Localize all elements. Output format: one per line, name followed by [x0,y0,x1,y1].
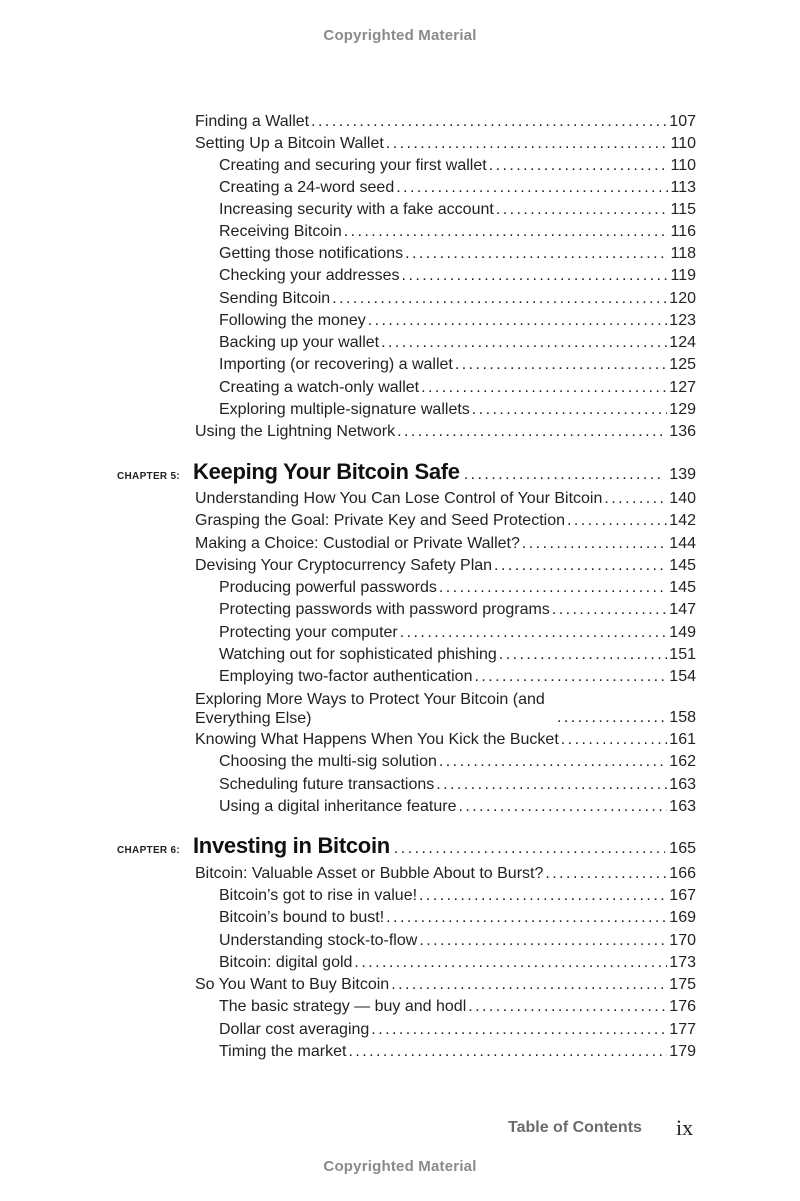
toc-entry-title: So You Want to Buy Bitcoin [195,976,390,993]
toc-entry-title: Getting those notifications [219,245,404,262]
toc-entry-page: 151 [669,646,696,663]
toc-entry-page: 154 [669,668,696,685]
toc-entry-page: 118 [670,245,696,262]
toc-subentry[interactable] [219,156,696,176]
toc-subentry[interactable] [219,289,696,309]
toc-entry-title: Backing up your wallet [219,334,380,351]
dot-leader [421,378,667,398]
dot-leader [567,511,667,531]
toc-subentry[interactable] [219,200,696,220]
toc-entry-title: Making a Choice: Custodial or Private Wallet? [195,535,520,552]
toc-subentry[interactable] [219,244,696,264]
toc-entry-title: Checking your addresses [219,267,400,284]
toc-entry-page: 116 [670,223,696,240]
toc-subentry[interactable] [219,797,696,817]
toc-entry-page: 123 [669,312,696,329]
toc-entry-title: Scheduling future transactions [219,776,435,793]
dot-leader [396,178,668,198]
toc-entry-title: Creating a watch-only wallet [219,379,420,396]
toc-entry-title: Finding a Wallet [195,113,310,130]
toc-entry-page: 175 [669,976,696,993]
dot-leader [419,886,667,906]
toc-entry-title: Setting Up a Bitcoin Wallet [195,135,384,152]
toc-entry[interactable] [195,134,696,154]
toc-entry-title: Choosing the multi-sig solution [219,753,437,770]
toc-entry-page: 177 [669,1021,696,1038]
copyright-watermark-top: Copyrighted Material [323,27,477,44]
toc-entry-title: Exploring More Ways to Protect Your Bitcoin (and Everything Else) [195,691,545,727]
toc-entry-page: 127 [669,379,696,396]
toc-entry-title: Using a digital inheritance feature [219,798,457,815]
dot-leader [545,864,667,884]
dot-leader [368,311,668,331]
toc-subentry[interactable] [219,775,696,795]
toc-entry-title: Devising Your Cryptocurrency Safety Plan [195,557,493,574]
dot-leader [391,975,667,995]
toc-entry-page: 140 [669,490,696,507]
toc-entry-page: 115 [670,201,696,218]
toc-entry[interactable] [195,534,696,554]
toc-subentry[interactable] [219,997,696,1017]
toc-entry-page: 149 [669,624,696,641]
dot-leader [354,953,667,973]
toc-entry-page: 110 [670,135,696,152]
toc-entry-page: 173 [669,954,696,971]
toc-entry-page: 167 [669,887,696,904]
toc-entry-page: 176 [669,998,696,1015]
toc-entry-page: 166 [669,865,696,882]
dot-leader [458,797,667,817]
toc-entry-title: Importing (or recovering) a wallet [219,356,453,373]
dot-leader [557,708,667,728]
toc-entry-page: 163 [669,798,696,815]
page-number: ix [676,1115,694,1140]
dot-leader [394,840,665,858]
dot-leader [474,667,667,687]
toc-subentry[interactable] [219,178,696,198]
dot-leader [468,997,667,1017]
chapter-title: Keeping Your Bitcoin Safe [193,459,460,484]
dot-leader [499,645,668,665]
toc-subentry[interactable] [219,378,696,398]
toc-entry-title: Producing powerful passwords [219,579,437,596]
toc-subentry[interactable] [219,886,696,906]
toc-entry[interactable] [195,556,696,576]
toc-entry-title: Receiving Bitcoin [219,223,342,240]
toc-entry-page: 145 [669,557,696,574]
toc-entry[interactable] [195,489,696,509]
toc-entry-page: 110 [670,157,696,174]
toc-subentry[interactable] [219,600,696,620]
toc-entry-title: Employing two-factor authentication [219,668,473,685]
toc-subentry[interactable] [219,931,696,951]
toc-entry-title: Bitcoin: Valuable Asset or Bubble About to Burst? [195,865,544,882]
toc-entry-title: Understanding How You Can Lose Control of Your Bitcoin [195,490,603,507]
toc-subentry[interactable] [219,752,696,772]
dot-leader [405,244,668,264]
dot-leader [489,156,669,176]
toc-entry-page: 163 [669,776,696,793]
toc-entry-page: 124 [669,334,696,351]
dot-leader [436,775,667,795]
chapter-title: Investing in Bitcoin [193,833,390,858]
toc-subentry[interactable] [219,400,696,420]
dot-leader [494,556,667,576]
toc-entry-page: 120 [669,290,696,307]
chapter-label: CHAPTER 6: [117,845,181,856]
dot-leader [604,489,667,509]
toc-entry-title: Creating a 24-word seed [219,179,395,196]
toc-subentry[interactable] [219,333,696,353]
dot-leader [464,466,666,484]
toc-entry-title: Bitcoin’s bound to bust! [219,909,385,926]
toc-entry[interactable] [195,112,696,132]
dot-leader [397,422,667,442]
toc-entry[interactable] [195,864,696,884]
toc-entry-title: Using the Lightning Network [195,423,396,440]
toc-entry-title: Protecting your computer [219,624,398,641]
toc-subentry[interactable] [219,311,696,331]
toc-entry-page: 144 [669,535,696,552]
toc-entry-page: 119 [670,267,696,284]
dot-leader [386,908,667,928]
toc-subentry[interactable] [219,1020,696,1040]
chapter-page: 139 [669,466,696,483]
chapter-heading-6[interactable] [117,833,696,859]
dot-leader [381,333,667,353]
toc-entry[interactable] [195,422,696,442]
chapter-heading-5[interactable] [117,459,696,485]
toc-entry-title: Protecting passwords with password programs [219,601,550,618]
toc-entry-title: Understanding stock-to-flow [219,932,418,949]
toc-entry-page: 147 [669,601,696,618]
toc-subentry[interactable] [219,623,696,643]
dot-leader [371,1020,667,1040]
toc-entry-page: 129 [669,401,696,418]
toc-subentry[interactable] [219,953,696,973]
dot-leader [419,931,667,951]
dot-leader [311,112,667,132]
toc-entry-page: 113 [670,179,696,196]
dot-leader [439,752,667,772]
toc-subentry[interactable] [219,908,696,928]
toc-entry-title: Watching out for sophisticated phishing [219,646,497,663]
toc-subentry[interactable] [219,645,696,665]
running-footer-label: Table of Contents [508,1119,642,1136]
toc-entry-title: Timing the market [219,1043,347,1060]
toc-entry-page: 158 [669,709,696,726]
toc-entry[interactable] [195,688,696,728]
toc-subentry[interactable] [219,667,696,687]
toc-subentry[interactable] [219,1042,696,1062]
toc-entry-page: 107 [669,113,696,130]
toc-entry-page: 169 [669,909,696,926]
dot-leader [522,534,667,554]
toc-subentry[interactable] [219,355,696,375]
dot-leader [400,623,668,643]
toc-entry-title: Following the money [219,312,366,329]
toc-entry-page: 136 [669,423,696,440]
dot-leader [386,134,669,154]
copyright-watermark-bottom: Copyrighted Material [323,1158,477,1175]
toc-entry-title: Exploring multiple-signature wallets [219,401,470,418]
toc-entry[interactable] [195,730,696,750]
toc-subentry[interactable] [219,266,696,286]
toc-entry-title: Bitcoin’s got to rise in value! [219,887,418,904]
toc-entry-title: Sending Bitcoin [219,290,331,307]
toc-entry-page: 125 [669,356,696,373]
toc-entry-title: Increasing security with a fake account [219,201,494,218]
toc-entry-page: 170 [669,932,696,949]
chapter-label: CHAPTER 5: [117,471,181,482]
dot-leader [472,400,668,420]
chapter-page: 165 [669,840,696,857]
dot-leader [439,578,667,598]
toc-entry[interactable] [195,975,696,995]
toc-entry-title: Knowing What Happens When You Kick the Bucket [195,731,559,748]
toc-subentry[interactable] [219,222,696,242]
dot-leader [332,289,667,309]
dot-leader [455,355,667,375]
toc-entry-page: 142 [669,512,696,529]
toc-entry-title: Bitcoin: digital gold [219,954,353,971]
dot-leader [561,730,668,750]
toc-entry-page: 179 [669,1043,696,1060]
dot-leader [496,200,669,220]
dot-leader [348,1042,667,1062]
toc-entry-page: 145 [669,579,696,596]
toc-entry-page: 161 [669,731,696,748]
toc-entry-title: Dollar cost averaging [219,1021,370,1038]
toc-subentry[interactable] [219,578,696,598]
toc-entry-title: The basic strategy — buy and hodl [219,998,467,1015]
toc-entry[interactable] [195,511,696,531]
toc-entry-page: 162 [669,753,696,770]
dot-leader [344,222,669,242]
dot-leader [402,266,669,286]
toc-entry-title: Creating and securing your first wallet [219,157,487,174]
toc-entry-title: Grasping the Goal: Private Key and Seed Protection [195,512,565,529]
dot-leader [552,600,667,620]
